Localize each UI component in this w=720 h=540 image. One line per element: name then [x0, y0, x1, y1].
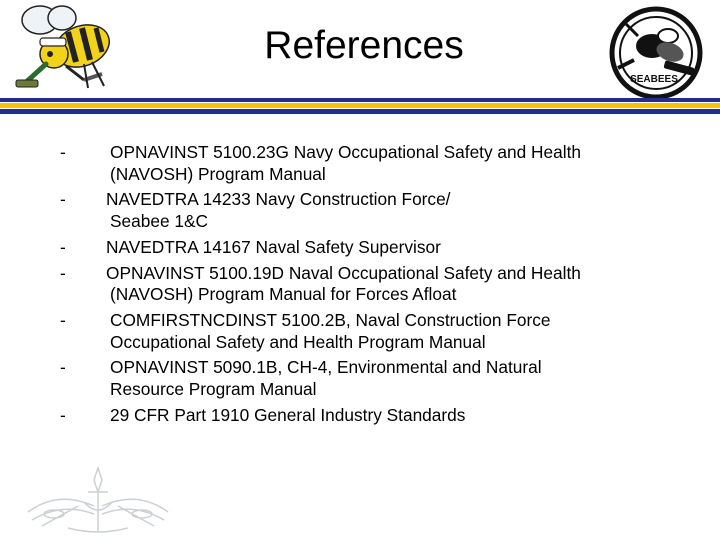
reference-line: NAVEDTRA 14167 Naval Safety Supervisor [106, 236, 441, 257]
list-bullet: - [60, 309, 66, 330]
reference-line: OPNAVINST 5090.1B, CH-4, Environmental and Natural [110, 357, 542, 378]
stripe-gold [0, 103, 720, 108]
reference-line: OPNAVINST 5100.23G Navy Occupational Safety and Health [110, 142, 582, 162]
list-item [60, 237, 700, 259]
emblem-text: SEABEES [630, 74, 678, 85]
reference-line: COMFIRSTNCDINST 5100.2B, Naval Construction Force [110, 309, 551, 330]
stripe-navy-bottom [0, 109, 720, 114]
reference-line: Resource Program Manual [110, 378, 317, 399]
list-bullet: - [60, 236, 66, 257]
reference-line: Seabee 1&C [110, 210, 209, 231]
list-bullet: - [60, 357, 66, 378]
reference-line: (NAVOSH) Program Manual for Forces Afloat [110, 284, 457, 305]
list-item [60, 142, 700, 185]
reference-line: NAVEDTRA 14233 Navy Construction Force/ [106, 189, 451, 210]
list-bullet: - [60, 189, 66, 210]
reference-list [60, 142, 700, 430]
list-item [60, 310, 700, 353]
reference-line: 29 CFR Part 1910 General Industry Standards [110, 404, 466, 425]
list-bullet: - [60, 404, 66, 425]
list-item [60, 189, 700, 232]
list-item [60, 263, 700, 306]
header-stripes [0, 98, 720, 118]
reference-line: OPNAVINST 5100.19D Naval Occupational Safety and Health [106, 262, 581, 283]
stripe-navy-top [0, 98, 720, 102]
slide-title: References [264, 24, 464, 67]
list-bullet: - [60, 262, 66, 283]
list-item [60, 357, 700, 400]
list-item [60, 405, 700, 427]
reference-line: (NAVOSH) Program Manual [110, 163, 326, 184]
seabees-emblem-icon [604, 6, 712, 100]
reference-line: Occupational Safety and Health Program Manual [110, 331, 486, 352]
list-bullet: - [60, 142, 66, 162]
seabee-combat-warfare-seal-icon [18, 462, 178, 540]
